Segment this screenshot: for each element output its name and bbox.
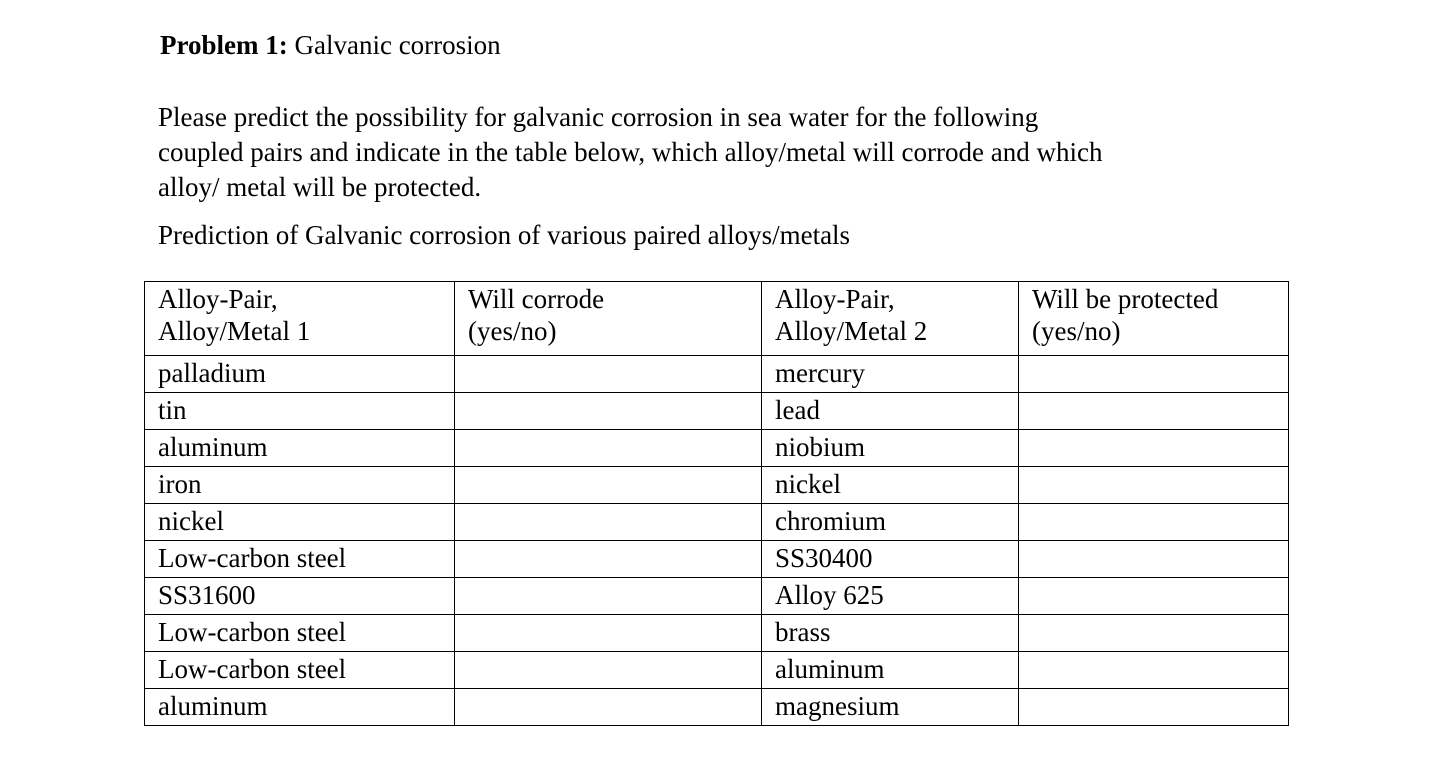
metal-2-cell: mercury [762,356,1019,393]
metal-1-cell: nickel [145,504,455,541]
metal-2-cell: chromium [762,504,1019,541]
metal-2-cell: Alloy 625 [762,578,1019,615]
will-be-protected-cell[interactable] [1019,689,1289,726]
metal-2-cell: niobium [762,430,1019,467]
metal-1-cell: SS31600 [145,578,455,615]
table-row [145,393,1289,430]
problem-title [160,28,501,62]
header-line: (yes/no) [1032,316,1121,346]
metal-1-cell: Low-carbon steel [145,652,455,689]
corrosion-table [144,281,1289,726]
table-row [145,652,1289,689]
header-alloy-metal-2 [762,282,1019,356]
will-corrode-cell[interactable] [455,578,762,615]
table-header-row [145,282,1289,356]
metal-2-cell: aluminum [762,652,1019,689]
will-corrode-cell[interactable] [455,652,762,689]
will-be-protected-cell[interactable] [1019,504,1289,541]
instructions-line: alloy/ metal will be protected. [158,172,482,202]
header-line: Will be protected [1032,284,1219,314]
problem-topic: Galvanic corrosion [294,30,501,60]
header-line: Alloy/Metal 2 [775,316,928,346]
metal-1-cell: Low-carbon steel [145,541,455,578]
table-row [145,615,1289,652]
will-corrode-cell[interactable] [455,689,762,726]
instructions-line: Please predict the possibility for galvanic corrosion in sea water for the following [158,102,1039,132]
will-be-protected-cell[interactable] [1019,393,1289,430]
will-be-protected-cell[interactable] [1019,430,1289,467]
metal-2-cell: brass [762,615,1019,652]
metal-1-cell: tin [145,393,455,430]
header-line: Will corrode [468,284,605,314]
table-row [145,356,1289,393]
will-be-protected-cell[interactable] [1019,615,1289,652]
header-line: (yes/no) [468,316,557,346]
metal-2-cell: magnesium [762,689,1019,726]
will-corrode-cell[interactable] [455,430,762,467]
will-corrode-cell[interactable] [455,615,762,652]
will-corrode-cell[interactable] [455,504,762,541]
metal-1-cell: iron [145,467,455,504]
header-line: Alloy/Metal 1 [158,316,311,346]
table-row [145,467,1289,504]
header-line: Alloy-Pair, [158,284,278,314]
metal-2-cell: SS30400 [762,541,1019,578]
will-be-protected-cell[interactable] [1019,578,1289,615]
header-will-corrode [455,282,762,356]
table-row [145,430,1289,467]
metal-2-cell: nickel [762,467,1019,504]
will-corrode-cell[interactable] [455,356,762,393]
metal-1-cell: palladium [145,356,455,393]
problem-label: Problem 1: [160,30,288,60]
will-corrode-cell[interactable] [455,467,762,504]
table-row [145,541,1289,578]
instructions-paragraph [158,100,1308,205]
header-alloy-metal-1 [145,282,455,356]
table-row [145,504,1289,541]
metal-1-cell: aluminum [145,430,455,467]
will-be-protected-cell[interactable] [1019,652,1289,689]
header-will-be-protected [1019,282,1289,356]
will-corrode-cell[interactable] [455,541,762,578]
metal-2-cell: lead [762,393,1019,430]
header-line: Alloy-Pair, [775,284,895,314]
metal-1-cell: Low-carbon steel [145,615,455,652]
will-be-protected-cell[interactable] [1019,356,1289,393]
table-caption: Prediction of Galvanic corrosion of various paired alloys/metals [158,220,851,250]
will-corrode-cell[interactable] [455,393,762,430]
will-be-protected-cell[interactable] [1019,541,1289,578]
table-row [145,689,1289,726]
instructions-line: coupled pairs and indicate in the table below, which alloy/metal will corrode and which [158,137,1103,167]
will-be-protected-cell[interactable] [1019,467,1289,504]
table-row [145,578,1289,615]
metal-1-cell: aluminum [145,689,455,726]
